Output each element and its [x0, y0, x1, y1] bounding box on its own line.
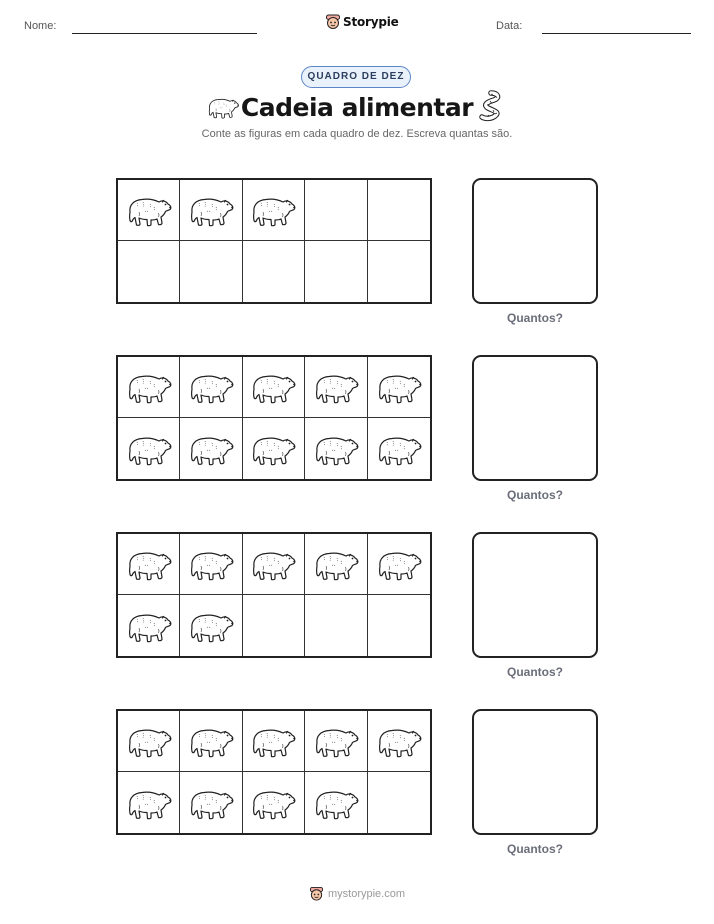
ten-frame-cell — [118, 180, 180, 241]
answer-box[interactable] — [472, 178, 598, 304]
answer-box[interactable] — [472, 709, 598, 835]
ten-frame-cell — [305, 772, 367, 833]
polar-bear-icon — [187, 192, 235, 228]
ten-frame-cell — [180, 180, 242, 241]
polar-bear-icon — [249, 785, 297, 821]
polar-bear-icon — [375, 369, 423, 405]
worksheet-badge: QUADRO DE DEZ — [301, 66, 411, 88]
date-field[interactable] — [542, 33, 691, 34]
polar-bear-icon — [125, 369, 173, 405]
ten-frame-cell — [368, 418, 430, 479]
polar-bear-icon — [125, 608, 173, 644]
polar-bear-icon — [187, 546, 235, 582]
ten-frame-cell — [118, 357, 180, 418]
polar-bear-icon — [249, 723, 297, 759]
answer-label: Quantos? — [507, 488, 563, 502]
brand-name: Storypie — [343, 14, 399, 29]
ten-frame-cell — [118, 772, 180, 833]
polar-bear-icon — [125, 546, 173, 582]
answer-label: Quantos? — [507, 311, 563, 325]
answer-label: Quantos? — [507, 842, 563, 856]
ten-frame-cell — [180, 772, 242, 833]
ten-frame-cell — [305, 241, 367, 302]
ten-frame — [116, 178, 432, 304]
ten-frame — [116, 355, 432, 481]
ten-frame-cell — [305, 180, 367, 241]
ten-frame-cell — [118, 595, 180, 656]
answer-box[interactable] — [472, 355, 598, 481]
brand — [325, 13, 399, 30]
ten-frame-cell — [118, 241, 180, 302]
ten-frame-cell — [243, 418, 305, 479]
ten-frame-cell — [368, 534, 430, 595]
ten-frame-cell — [118, 534, 180, 595]
ten-frame-cell — [180, 595, 242, 656]
ten-frame-cell — [368, 180, 430, 241]
worm-icon — [478, 90, 504, 122]
ten-frame-cell — [368, 772, 430, 833]
polar-bear-icon — [125, 192, 173, 228]
ten-frame-cell — [180, 534, 242, 595]
polar-bear-icon — [125, 723, 173, 759]
ten-frame — [116, 709, 432, 835]
polar-bear-icon — [375, 546, 423, 582]
polar-bear-icon — [125, 431, 173, 467]
polar-bear-icon — [249, 369, 297, 405]
storypie-mascot-icon — [325, 13, 341, 30]
name-field[interactable] — [72, 33, 257, 34]
ten-frame-cell — [243, 357, 305, 418]
polar-bear-icon — [312, 723, 360, 759]
footer — [0, 885, 714, 902]
polar-bear-icon — [249, 431, 297, 467]
polar-bear-icon — [187, 723, 235, 759]
ten-frame-cell — [180, 357, 242, 418]
ten-frame-cell — [368, 595, 430, 656]
polar-bear-icon — [312, 785, 360, 821]
instructions: Conte as figuras em cada quadro de dez. Escreva quantas são. — [201, 128, 513, 140]
polar-bear-icon — [187, 785, 235, 821]
ten-frame-cell — [118, 418, 180, 479]
polar-bear-icon — [375, 431, 423, 467]
polar-bear-icon — [249, 192, 297, 228]
ten-frame-cell — [243, 180, 305, 241]
date-label: Data: — [496, 20, 523, 32]
ten-frame — [116, 532, 432, 658]
ten-frame-cell — [243, 595, 305, 656]
ten-frame-cell — [180, 241, 242, 302]
polar-bear-icon — [187, 431, 235, 467]
polar-bear-icon — [249, 546, 297, 582]
ten-frame-cell — [305, 534, 367, 595]
ten-frame-cell — [305, 418, 367, 479]
ten-frame-cell — [243, 241, 305, 302]
polar-bear-icon — [187, 369, 235, 405]
polar-bear-icon — [312, 431, 360, 467]
ten-frame-cell — [243, 772, 305, 833]
page-title: Cadeia alimentar — [240, 93, 474, 122]
name-label: Nome: — [24, 20, 57, 32]
ten-frame-cell — [368, 711, 430, 772]
ten-frame-cell — [368, 357, 430, 418]
polar-bear-icon — [312, 546, 360, 582]
ten-frame-cell — [180, 418, 242, 479]
ten-frame-cell — [118, 711, 180, 772]
polar-bear-icon — [125, 785, 173, 821]
ten-frame-cell — [243, 534, 305, 595]
polar-bear-icon — [187, 608, 235, 644]
answer-label: Quantos? — [507, 665, 563, 679]
answer-box[interactable] — [472, 532, 598, 658]
polar-bear-icon — [375, 723, 423, 759]
ten-frame-cell — [305, 595, 367, 656]
polar-bear-icon — [312, 369, 360, 405]
storypie-mascot-icon — [309, 885, 324, 902]
ten-frame-cell — [243, 711, 305, 772]
ten-frame-cell — [305, 357, 367, 418]
ten-frame-cell — [305, 711, 367, 772]
ten-frame-cell — [180, 711, 242, 772]
footer-url: mystorypie.com — [327, 887, 406, 900]
ten-frame-cell — [368, 241, 430, 302]
